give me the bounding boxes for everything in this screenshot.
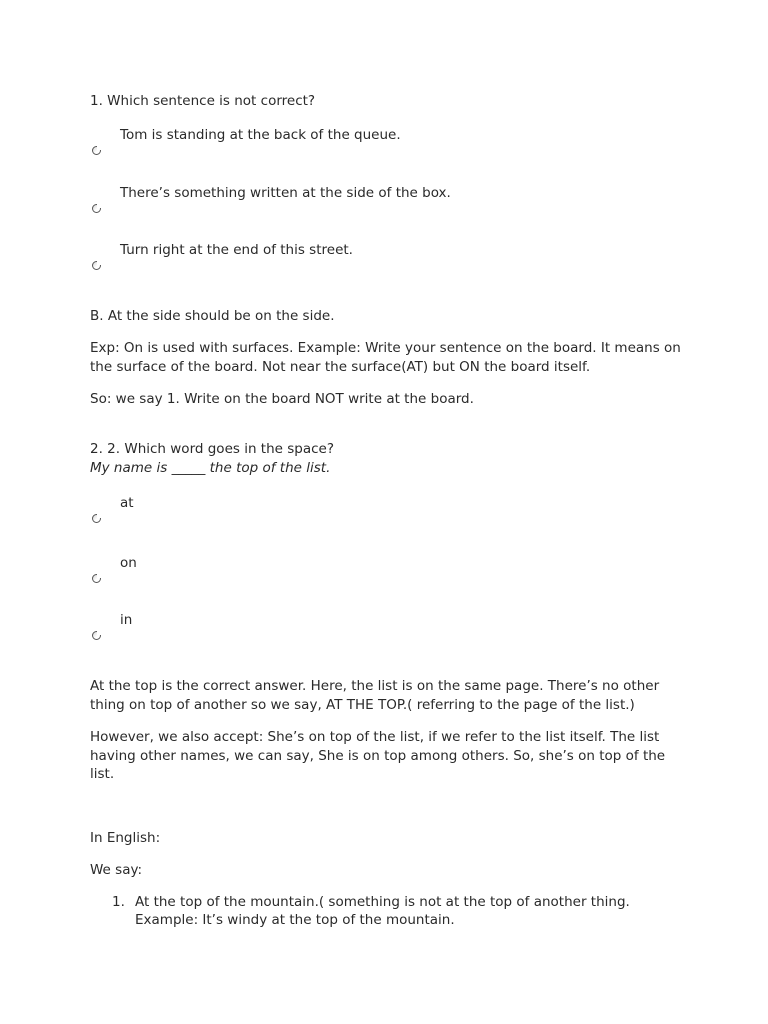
q2-option-b-radio[interactable]: [92, 574, 101, 583]
list-item-number: 1.: [112, 894, 125, 910]
answer-2-paragraph-2: However, we also accept: She’s on top of the list, if we refer to the list itself. The list having other names, we can say, She is on top among others. So, she’s on top of the list.: [90, 729, 666, 782]
q1-option-b-label: There’s something written at the side of the box.: [120, 185, 451, 201]
q1-option-b-radio[interactable]: [92, 204, 101, 213]
section-heading: In English:: [90, 830, 161, 846]
answer-1-explanation: Exp: On is used with surfaces. Example: Write your sentence on the board. It means on the surface of the board. Not near the surface(AT) but ON the board itself.: [90, 340, 681, 375]
q1-option-c-label: Turn right at the end of this street.: [120, 242, 353, 258]
answer-1-line: B. At the side should be on the side.: [90, 308, 335, 324]
question-2: 2. 2. Which word goes in the space?: [90, 441, 335, 457]
list-item: [90, 893, 690, 929]
question-2-blank: _____: [171, 460, 206, 476]
list-item-text: At the top of the mountain.( something is not at the top of another thing. Example: It’s windy at the top of the mountain.: [135, 894, 630, 928]
q2-option-a-label: at: [120, 495, 134, 511]
question-1: 1. Which sentence is not correct?: [90, 93, 316, 109]
q2-option-a-radio[interactable]: [92, 514, 101, 523]
answer-1-summary: So: we say 1. Write on the board NOT write at the board.: [90, 391, 474, 407]
question-2-sentence-after: the top of the list.: [205, 460, 331, 476]
q2-option-c-label: in: [120, 612, 133, 628]
we-say-label: We say:: [90, 862, 143, 878]
question-2-sentence-before: My name is: [90, 460, 172, 476]
q1-option-a-radio[interactable]: [92, 146, 101, 155]
q2-option-c-radio[interactable]: [92, 631, 101, 640]
usage-list: [90, 893, 690, 929]
answer-2-paragraph-1: At the top is the correct answer. Here, the list is on the same page. There’s no other thing on top of another so we say, AT THE TOP.( referring to the page of the list.): [90, 678, 660, 713]
question-2-sentence: [90, 460, 330, 476]
q2-option-b-label: on: [120, 555, 137, 571]
q1-option-c-radio[interactable]: [92, 261, 101, 270]
q1-option-a-label: Tom is standing at the back of the queue.: [120, 127, 401, 143]
